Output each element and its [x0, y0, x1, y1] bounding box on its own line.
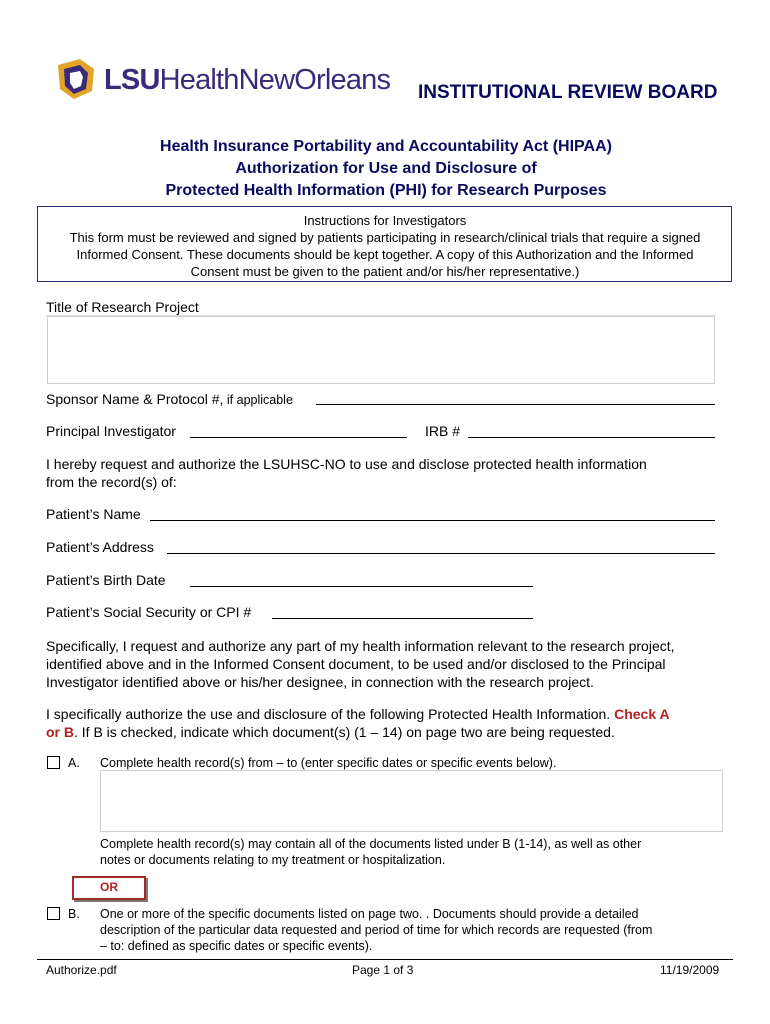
authorize-post: . If B is checked, indicate which document(s) (1 – 14) on page two are being requested.: [74, 724, 615, 740]
option-b-line3: – to: defined as specific dates or specific events).: [100, 939, 373, 953]
logo-wordmark: [104, 64, 390, 97]
instructions-heading: Instructions for Investigators: [303, 213, 467, 228]
instructions-line3: Consent must be given to the patient and/or his/her representative.): [190, 264, 580, 279]
footer-page: Page 1 of 3: [352, 963, 414, 977]
footer-date: 11/19/2009: [660, 963, 720, 977]
form-title-line2: Authorization for Use and Disclosure of: [235, 160, 537, 177]
logo-text-lsu: LSU: [104, 64, 160, 96]
ssn-label: Patient’s Social Security or CPI #: [46, 604, 252, 620]
sponsor-label-suffix: if applicable: [223, 393, 293, 407]
specific-line3: Investigator identified above or his/her designee, in connection with the research project.: [46, 674, 594, 690]
birth-date-field[interactable]: [190, 586, 533, 587]
sponsor-label: [46, 391, 293, 407]
footer-filename: Authorize.pdf: [46, 963, 117, 977]
instructions-text: [40, 212, 730, 280]
option-b-text: [100, 906, 724, 954]
pi-label: Principal Investigator: [46, 423, 176, 439]
option-b-letter: B.: [68, 907, 80, 921]
option-a-note-line1: Complete health record(s) may contain all of the documents listed under B (1-14), as well as other: [100, 837, 642, 851]
request-paragraph: [46, 455, 726, 491]
option-b-line2: description of the particular data requested and period of time for which records are requested (from: [100, 923, 653, 937]
authorize-paragraph: [46, 705, 728, 741]
sponsor-label-text: Sponsor Name & Protocol #,: [46, 391, 224, 407]
logo-text-rest: HealthNewOrleans: [159, 64, 391, 96]
option-b-line1: One or more of the specific documents listed on page two. . Documents should provide a detailed: [100, 907, 639, 921]
sponsor-field[interactable]: [316, 404, 715, 405]
option-a-text: Complete health record(s) from – to (enter specific dates or specific events below).: [100, 756, 557, 770]
patient-name-field[interactable]: [150, 520, 715, 521]
instructions-line1: This form must be reviewed and signed by patients participating in research/clinical trials that require a signed: [69, 230, 701, 245]
option-b-checkbox[interactable]: [47, 907, 60, 920]
request-line1-text: I hereby request and authorize the LSUHSC-NO to use and disclose protected health information: [46, 456, 647, 472]
pi-field[interactable]: [190, 437, 407, 438]
footer-rule: [37, 959, 733, 960]
research-title-field[interactable]: [47, 316, 715, 384]
specific-paragraph: [46, 637, 736, 691]
specific-line2: identified above and in the Informed Consent document, to be used and/or disclosed to the Principal: [46, 656, 666, 672]
birth-date-label: Patient’s Birth Date: [46, 572, 166, 588]
or-b-text: or B: [46, 724, 74, 740]
board-title: INSTITUTIONAL REVIEW BOARD: [418, 82, 718, 103]
option-a-letter: A.: [68, 756, 80, 770]
patient-address-field[interactable]: [167, 553, 715, 554]
patient-address-label: Patient’s Address: [46, 539, 154, 555]
request-line1: [46, 455, 726, 473]
form-title-line3: Protected Health Information (PHI) for Research Purposes: [165, 182, 607, 199]
form-title-line1: Health Insurance Portability and Accountability Act (HIPAA): [160, 138, 612, 155]
request-line2: from the record(s) of:: [46, 474, 177, 490]
option-a-note-line2: notes or documents relating to my treatment or hospitalization.: [100, 853, 446, 867]
research-title-label: Title of Research Project: [46, 299, 199, 315]
option-a-details-field[interactable]: [100, 770, 723, 832]
lsu-logo-icon: [52, 55, 100, 103]
patient-name-label: Patient’s Name: [46, 506, 141, 522]
option-a-note: [100, 836, 724, 868]
option-a-checkbox[interactable]: [47, 756, 60, 769]
form-title: [100, 136, 672, 202]
authorize-pre: I specifically authorize the use and disclosure of the following Protected Health Information.: [46, 706, 611, 722]
check-a-text: Check A: [614, 706, 670, 722]
instructions-line2: Informed Consent. These documents should be kept together. A copy of this Authorization and the Informed: [76, 247, 694, 262]
irb-field[interactable]: [468, 437, 715, 438]
specific-line1: Specifically, I request and authorize any part of my health information relevant to the research project,: [46, 638, 675, 654]
irb-label: IRB #: [425, 423, 461, 439]
or-label: OR: [100, 880, 118, 894]
ssn-field[interactable]: [272, 618, 533, 619]
